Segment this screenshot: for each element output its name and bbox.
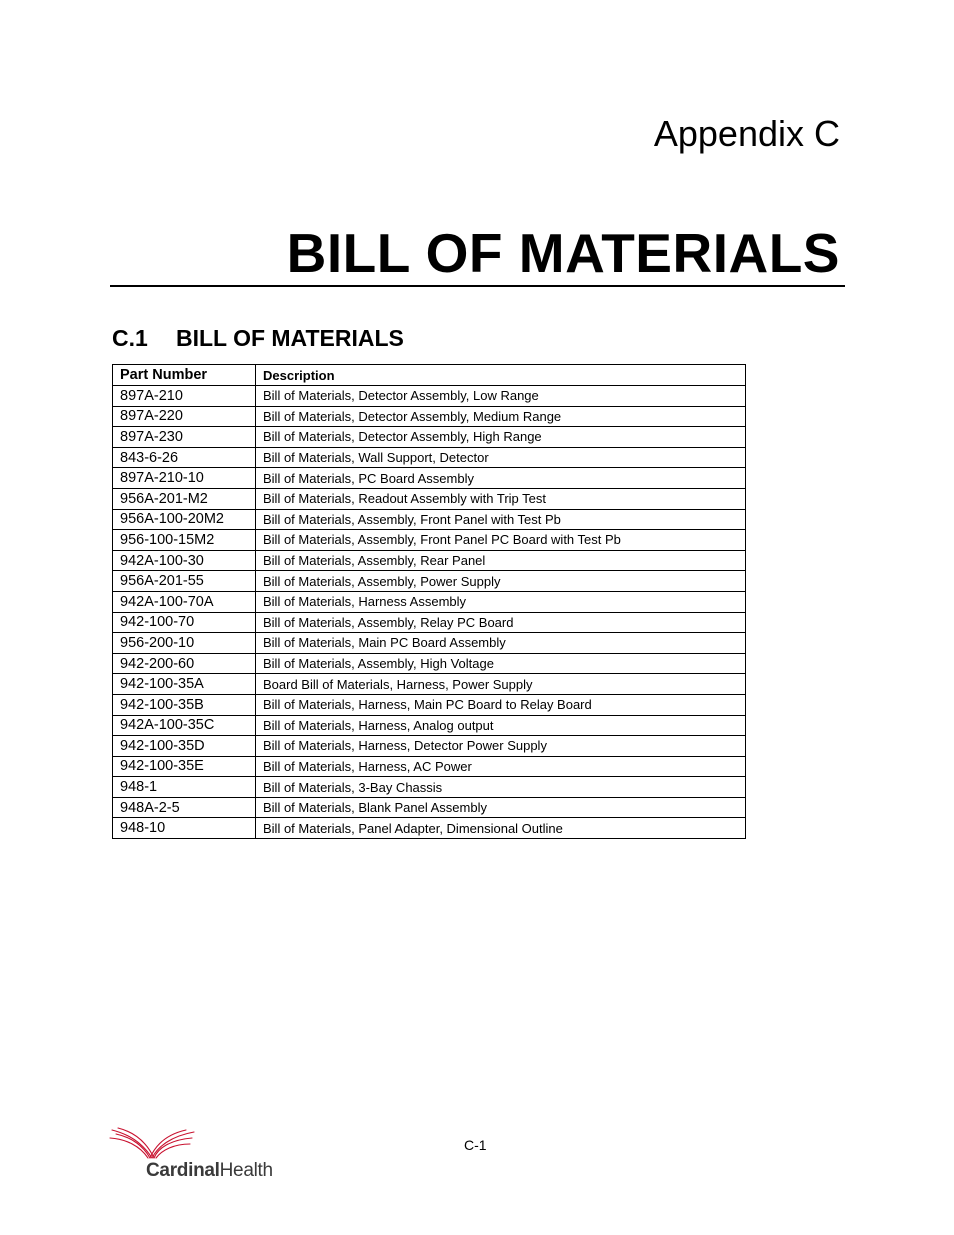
description-cell: Board Bill of Materials, Harness, Power Supply [256,674,746,695]
table-row [113,612,746,633]
part-number-cell: 956A-201-M2 [113,488,256,509]
logo-word-bold: Cardinal [146,1160,220,1181]
description-cell: Bill of Materials, Assembly, Power Supply [256,571,746,592]
table-row [113,468,746,489]
column-header-part-number: Part Number [113,365,256,386]
part-number-cell: 897A-210-10 [113,468,256,489]
table-row [113,818,746,839]
description-cell: Bill of Materials, Harness, Detector Power Supply [256,736,746,757]
table-row [113,736,746,757]
title-divider [110,285,845,287]
table-row [113,715,746,736]
logo-word-regular: Health [219,1160,273,1181]
part-number-cell: 948-10 [113,818,256,839]
part-number-cell: 942-200-60 [113,653,256,674]
table-row [113,653,746,674]
description-cell: Bill of Materials, Main PC Board Assembly [256,633,746,654]
table-row [113,756,746,777]
table-row [113,509,746,530]
part-number-cell: 942-100-70 [113,612,256,633]
section-title: BILL OF MATERIALS [176,325,404,351]
table-row [113,406,746,427]
cardinal-health-logo [108,1126,273,1186]
part-number-cell: 942-100-35E [113,756,256,777]
page-number: C-1 [464,1137,487,1153]
part-number-cell: 942-100-35B [113,694,256,715]
part-number-cell: 956A-201-55 [113,571,256,592]
description-cell: Bill of Materials, Detector Assembly, High Range [256,427,746,448]
part-number-cell: 956-100-15M2 [113,530,256,551]
logo-wordmark [146,1160,273,1182]
description-cell: Bill of Materials, Assembly, Relay PC Board [256,612,746,633]
part-number-cell: 956A-100-20M2 [113,509,256,530]
part-number-cell: 843-6-26 [113,447,256,468]
section-number: C.1 [112,325,148,351]
table-row [113,488,746,509]
part-number-cell: 956-200-10 [113,633,256,654]
description-cell: Bill of Materials, Detector Assembly, Medium Range [256,406,746,427]
part-number-cell: 948-1 [113,777,256,798]
description-cell: Bill of Materials, Harness, Main PC Board to Relay Board [256,694,746,715]
part-number-cell: 942A-100-70A [113,591,256,612]
column-header-description: Description [256,365,746,386]
description-cell: Bill of Materials, Assembly, Front Panel with Test Pb [256,509,746,530]
table-row [113,530,746,551]
table-row [113,447,746,468]
description-cell: Bill of Materials, Harness, AC Power [256,756,746,777]
description-cell: Bill of Materials, Detector Assembly, Low Range [256,386,746,407]
table-row [113,633,746,654]
section-heading [112,323,404,353]
part-number-cell: 942-100-35A [113,674,256,695]
part-number-cell: 942A-100-30 [113,550,256,571]
description-cell: Bill of Materials, Wall Support, Detector [256,447,746,468]
table-row [113,674,746,695]
description-cell: Bill of Materials, Assembly, Front Panel PC Board with Test Pb [256,530,746,551]
bill-of-materials-table [112,364,746,839]
description-cell: Bill of Materials, Assembly, High Voltage [256,653,746,674]
table-row [113,386,746,407]
part-number-cell: 897A-210 [113,386,256,407]
table-body [113,386,746,839]
part-number-cell: 897A-220 [113,406,256,427]
part-number-cell: 942-100-35D [113,736,256,757]
appendix-label: Appendix C [653,113,840,154]
description-cell: Bill of Materials, Readout Assembly with Trip Test [256,488,746,509]
part-number-cell: 897A-230 [113,427,256,448]
description-cell: Bill of Materials, 3-Bay Chassis [256,777,746,798]
table-row [113,571,746,592]
description-cell: Bill of Materials, Panel Adapter, Dimensional Outline [256,818,746,839]
part-number-cell: 948A-2-5 [113,797,256,818]
table-row [113,777,746,798]
table-row [113,797,746,818]
description-cell: Bill of Materials, Harness, Analog output [256,715,746,736]
table-row [113,550,746,571]
table-header-row [113,365,746,386]
page-title: BILL OF MATERIALS [286,222,840,284]
table-row [113,591,746,612]
description-cell: Bill of Materials, Blank Panel Assembly [256,797,746,818]
description-cell: Bill of Materials, Harness Assembly [256,591,746,612]
part-number-cell: 942A-100-35C [113,715,256,736]
description-cell: Bill of Materials, PC Board Assembly [256,468,746,489]
table-row [113,427,746,448]
description-cell: Bill of Materials, Assembly, Rear Panel [256,550,746,571]
table-row [113,694,746,715]
